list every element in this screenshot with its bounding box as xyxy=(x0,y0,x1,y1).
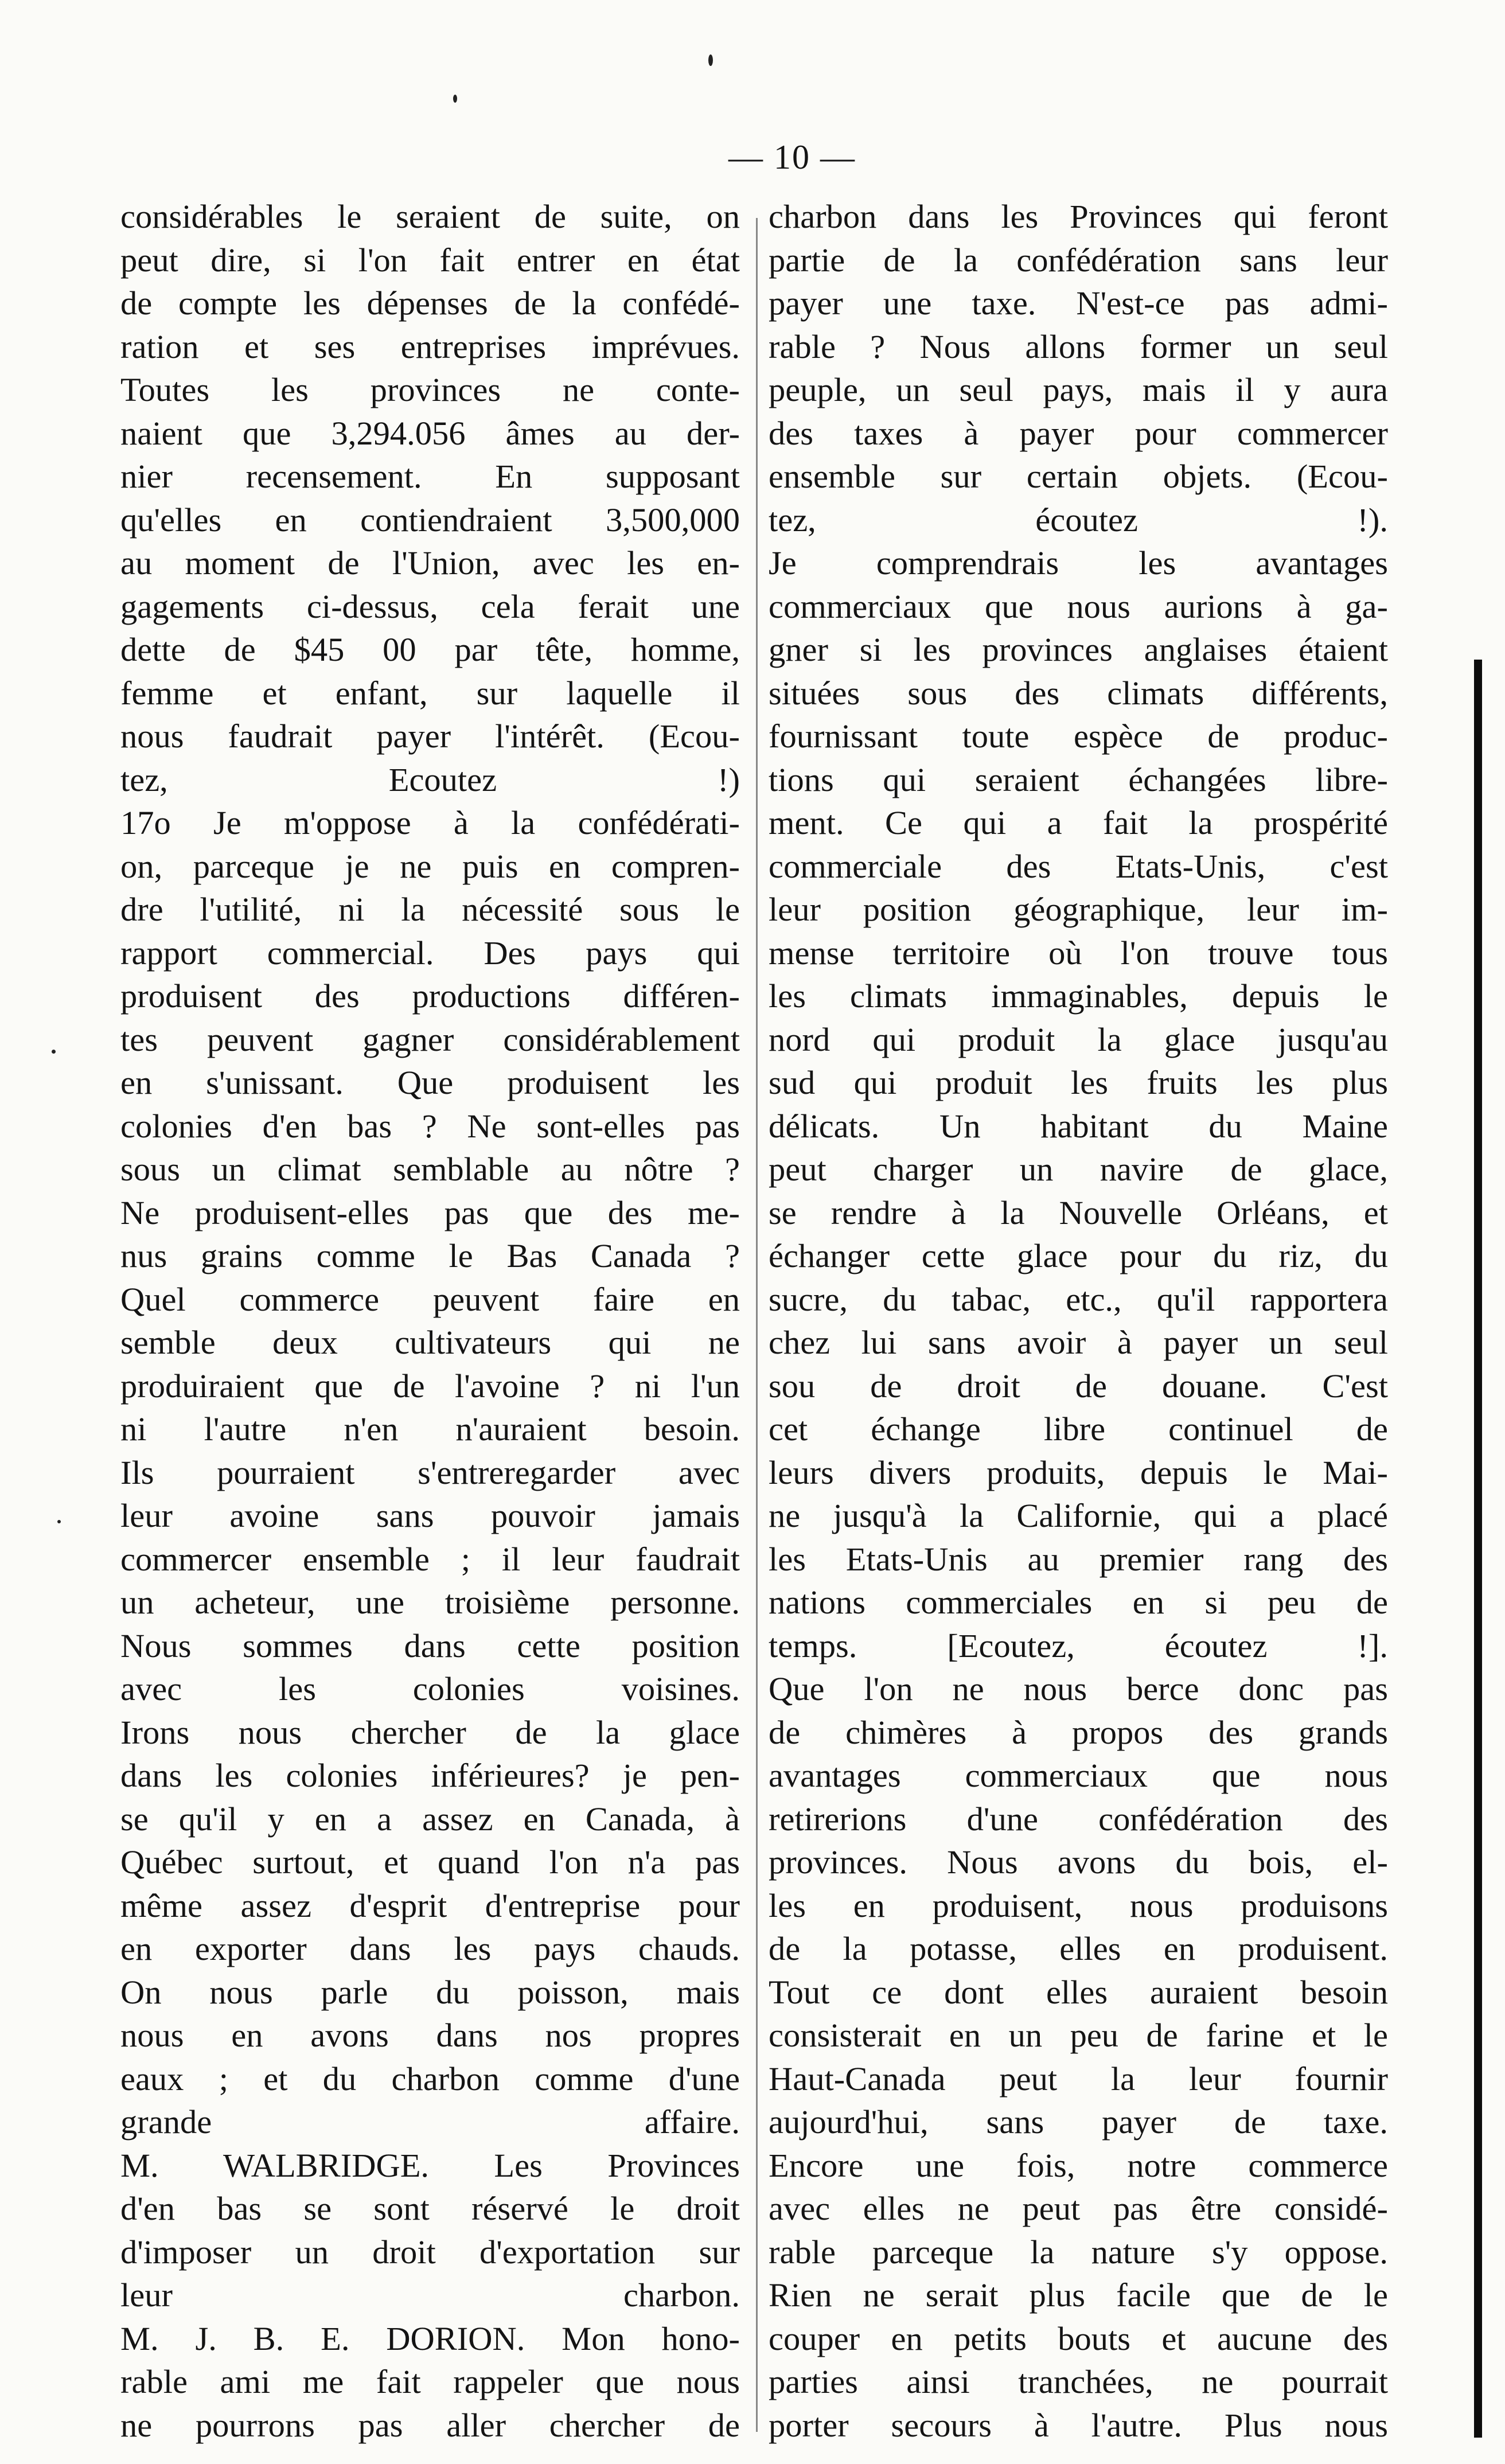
text-line: retirerions d'une confédération des xyxy=(769,1800,1388,1838)
text-line: avec elles ne peut pas être considé- xyxy=(769,2190,1388,2227)
text-line: rapport commercial. Des pays qui xyxy=(120,934,740,972)
text-line: consisterait en un peu de farine et le xyxy=(769,2017,1388,2054)
text-line: ensemble sur certain objets. (Ecou- xyxy=(769,458,1388,495)
text-line: tez, écoutez !). xyxy=(769,501,1388,539)
text-line: leurs divers produits, depuis le Mai- xyxy=(769,1453,1388,1491)
text-line: d'imposer un droit d'exportation sur xyxy=(120,2233,740,2271)
text-line: commercer ensemble ; il leur faudrait xyxy=(120,1540,740,1578)
text-line: produisent des productions différen- xyxy=(120,977,740,1015)
text-line: tions qui seraient échangées libre- xyxy=(769,761,1388,798)
text-line: Encore une fois, notre commerce xyxy=(769,2146,1388,2184)
ink-speck xyxy=(57,1520,61,1523)
ink-speck xyxy=(453,95,457,103)
text-line: rable ami me fait rappeler que nous xyxy=(120,2363,740,2400)
text-line: charbon dans les Provinces qui feront xyxy=(769,198,1388,235)
text-line: On nous parle du poisson, mais xyxy=(120,1973,740,2011)
text-line: d'en bas se sont réservé le droit xyxy=(120,2190,740,2227)
column-divider xyxy=(756,218,758,2432)
text-line: M. WALBRIDGE. Les Provinces xyxy=(120,2146,740,2184)
text-line: produiraient que de l'avoine ? ni l'un xyxy=(120,1367,740,1405)
text-line: partie de la confédération sans leur xyxy=(769,241,1388,279)
text-line: parties ainsi tranchées, ne pourrait xyxy=(769,2363,1388,2400)
text-line: nus grains comme le Bas Canada ? xyxy=(120,1237,740,1274)
text-line: sou de droit de douane. C'est xyxy=(769,1367,1388,1405)
text-line: même assez d'esprit d'entreprise pour xyxy=(120,1886,740,1924)
text-line: dre l'utilité, ni la nécessité sous le xyxy=(120,891,740,928)
text-line: un acheteur, une troisième personne. xyxy=(120,1584,740,1621)
text-line: payer une taxe. N'est-ce pas admi- xyxy=(769,284,1388,322)
text-line: ne pourrons pas aller chercher de xyxy=(120,2406,740,2444)
text-line: cet échange libre continuel de xyxy=(769,1410,1388,1448)
text-line: se rendre à la Nouvelle Orléans, et xyxy=(769,1194,1388,1231)
text-line: femme et enfant, sur laquelle il xyxy=(120,674,740,712)
text-line: fournissant toute espèce de produc- xyxy=(769,718,1388,755)
text-line: de compte les dépenses de la confédé- xyxy=(120,284,740,322)
text-line: colonies d'en bas ? Ne sont-elles pas xyxy=(120,1107,740,1145)
text-line: peut dire, si l'on fait entrer en état xyxy=(120,241,740,279)
text-line: 17o Je m'oppose à la confédérati- xyxy=(120,804,740,841)
text-line: les climats immaginables, depuis le xyxy=(769,977,1388,1015)
text-line: échanger cette glace pour du riz, du xyxy=(769,1237,1388,1274)
text-line: sucre, du tabac, etc., qu'il rapportera xyxy=(769,1280,1388,1318)
text-line: tez, Ecoutez !) xyxy=(120,761,740,798)
text-line: de la potasse, elles en produisent. xyxy=(769,1930,1388,1967)
text-line: en s'unissant. Que produisent les xyxy=(120,1064,740,1101)
text-line: couper en petits bouts et aucune des xyxy=(769,2319,1388,2357)
text-line: Ne produisent-elles pas que des me- xyxy=(120,1194,740,1231)
text-line: peuple, un seul pays, mais il y aura xyxy=(769,371,1388,408)
text-line: leur avoine sans pouvoir jamais xyxy=(120,1497,740,1534)
text-line: on, parceque je ne puis en compren- xyxy=(120,847,740,885)
text-line: Tout ce dont elles auraient besoin xyxy=(769,1973,1388,2011)
text-line: nier recensement. En supposant xyxy=(120,458,740,495)
text-line: avec les colonies voisines. xyxy=(120,1670,740,1707)
text-line: provinces. Nous avons du bois, el- xyxy=(769,1843,1388,1881)
text-line: Québec surtout, et quand l'on n'a pas xyxy=(120,1843,740,1881)
text-line: les en produisent, nous produisons xyxy=(769,1886,1388,1924)
text-line: Nous sommes dans cette position xyxy=(120,1627,740,1664)
text-line: considérables le seraient de suite, on xyxy=(120,198,740,235)
text-line: délicats. Un habitant du Maine xyxy=(769,1107,1388,1145)
text-line: nous en avons dans nos propres xyxy=(120,2017,740,2054)
text-line: dette de $45 00 par tête, homme, xyxy=(120,631,740,668)
text-line: naient que 3,294.056 âmes au der- xyxy=(120,414,740,452)
text-line: nous faudrait payer l'intérêt. (Ecou- xyxy=(120,718,740,755)
text-line: Que l'on ne nous berce donc pas xyxy=(769,1670,1388,1707)
ink-speck xyxy=(708,54,713,66)
text-line: qu'elles en contiendraient 3,500,000 xyxy=(120,501,740,539)
text-line: commerciaux que nous aurions à ga- xyxy=(769,587,1388,625)
text-line: Toutes les provinces ne conte- xyxy=(120,371,740,408)
text-line: ration et ses entreprises imprévues. xyxy=(120,328,740,365)
text-line: nations commerciales en si peu de xyxy=(769,1584,1388,1621)
text-line: Quel commerce peuvent faire en xyxy=(120,1280,740,1318)
left-column xyxy=(120,195,740,2447)
text-line: des taxes à payer pour commercer xyxy=(769,414,1388,452)
text-line: avantages commerciaux que nous xyxy=(769,1757,1388,1794)
text-line: ni l'autre n'en n'auraient besoin. xyxy=(120,1410,740,1448)
margin-scan-bar xyxy=(1474,660,1482,2438)
text-line: peut charger un navire de glace, xyxy=(769,1151,1388,1188)
text-line: M. J. B. E. DORION. Mon hono- xyxy=(120,2319,740,2357)
page-number: — 10 — xyxy=(728,138,856,176)
text-line: chez lui sans avoir à payer un seul xyxy=(769,1324,1388,1361)
text-line: gagements ci-dessus, cela ferait une xyxy=(120,587,740,625)
text-line: sud qui produit les fruits les plus xyxy=(769,1064,1388,1101)
text-line: situées sous des climats différents, xyxy=(769,674,1388,712)
text-line: leur position géographique, leur im- xyxy=(769,891,1388,928)
text-line: rable ? Nous allons former un seul xyxy=(769,328,1388,365)
text-line: Irons nous chercher de la glace xyxy=(120,1713,740,1751)
text-line: se qu'il y en a assez en Canada, à xyxy=(120,1800,740,1838)
text-line: eaux ; et du charbon comme d'une xyxy=(120,2060,740,2097)
text-line: aujourd'hui, sans payer de taxe. xyxy=(769,2103,1388,2141)
text-line: semble deux cultivateurs qui ne xyxy=(120,1324,740,1361)
text-line: dans les colonies inférieures? je pen- xyxy=(120,1757,740,1794)
text-line: porter secours à l'autre. Plus nous xyxy=(769,2406,1388,2444)
text-line: ment. Ce qui a fait la prospérité xyxy=(769,804,1388,841)
text-line: en exporter dans les pays chauds. xyxy=(120,1930,740,1967)
text-line: gner si les provinces anglaises étaient xyxy=(769,631,1388,668)
ink-speck xyxy=(52,1050,56,1054)
text-line: grande affaire. xyxy=(120,2103,740,2141)
text-line: les Etats-Unis au premier rang des xyxy=(769,1540,1388,1578)
text-line: mense territoire où l'on trouve tous xyxy=(769,934,1388,972)
text-line: au moment de l'Union, avec les en- xyxy=(120,544,740,582)
text-line: rable parceque la nature s'y oppose. xyxy=(769,2233,1388,2271)
text-line: ne jusqu'à la Californie, qui a placé xyxy=(769,1497,1388,1534)
right-column xyxy=(769,195,1388,2447)
text-line: temps. [Ecoutez, écoutez !]. xyxy=(769,1627,1388,1664)
text-line: Haut-Canada peut la leur fournir xyxy=(769,2060,1388,2097)
text-line: Rien ne serait plus facile que de le xyxy=(769,2276,1388,2314)
text-line: sous un climat semblable au nôtre ? xyxy=(120,1151,740,1188)
text-line: Je comprendrais les avantages xyxy=(769,544,1388,582)
text-line: commerciale des Etats-Unis, c'est xyxy=(769,847,1388,885)
text-line: leur charbon. xyxy=(120,2276,740,2314)
text-line: Ils pourraient s'entreregarder avec xyxy=(120,1453,740,1491)
text-line: tes peuvent gagner considérablement xyxy=(120,1020,740,1058)
text-line: nord qui produit la glace jusqu'au xyxy=(769,1020,1388,1058)
text-line: de chimères à propos des grands xyxy=(769,1713,1388,1751)
